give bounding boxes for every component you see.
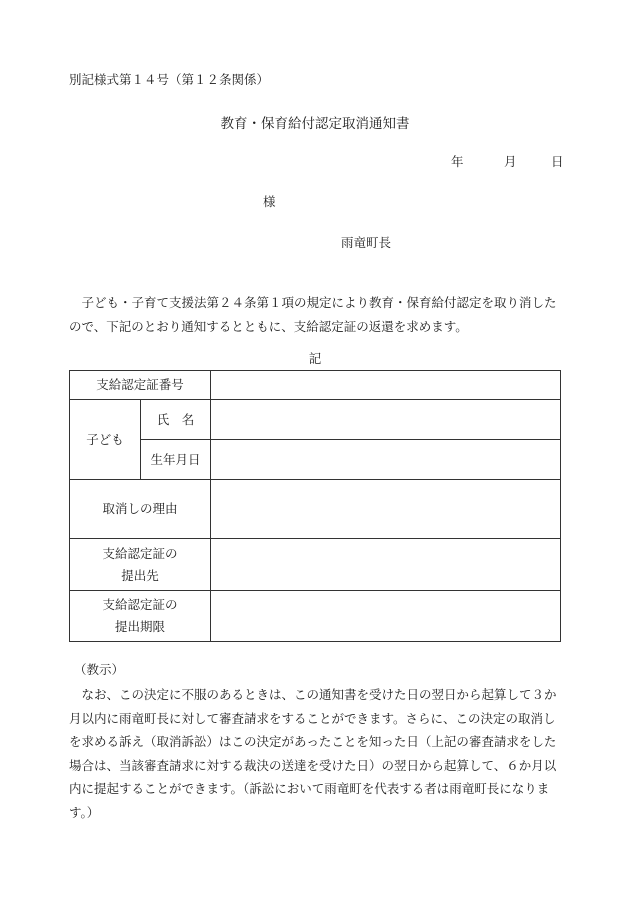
date-year-label: 年: [451, 154, 464, 169]
child-name-label: 氏 名: [141, 400, 211, 440]
form-number: 別記様式第１４号（第１２条関係）: [69, 72, 270, 87]
table-row: [70, 440, 561, 480]
certificate-number-value: [211, 371, 561, 400]
certificate-number-label: 支給認定証番号: [70, 371, 211, 400]
submission-destination-label-line1: 支給認定証の: [102, 545, 178, 561]
table-row: [70, 591, 561, 642]
submission-deadline-label: [70, 591, 211, 642]
submission-deadline-label-line2: 提出期限: [115, 619, 166, 634]
table-row: [70, 539, 561, 591]
cancellation-reason-label: 取消しの理由: [70, 480, 211, 539]
child-name-value: [211, 400, 561, 440]
body-paragraph: 子ども・子育て支援法第２４条第１項の規定により教育・保育給付認定を取り消したので、下記のとおり通知するとともに、支給認定証の返還を求めます。: [69, 295, 557, 334]
date-month-label: 月: [504, 154, 517, 169]
document-title: 教育・保育給付認定取消通知書: [220, 116, 410, 132]
cancellation-reason-value: [211, 480, 561, 539]
child-birthdate-value: [211, 440, 561, 480]
submission-destination-label-line2: 提出先: [121, 567, 159, 583]
table-row: [70, 400, 561, 440]
issuer-name: 雨竜町長: [341, 235, 392, 250]
ki-heading: 記: [308, 351, 322, 366]
child-birthdate-label: 生年月日: [141, 440, 211, 480]
notice-paragraph: なお、この決定に不服のあるときは、この通知書を受けた日の翌日から起算して３か月以内に雨竜町長に対して審査請求をすることができます。さらに、この決定の取消しを求める訴え（取消訴訟）はこの決定があったことを知った日（上記の審査請求をした場合は、当該審査請求に対する裁決の送達を受けた日）の翌日から起算して、６か月以内に提起することができます。（訴訟において雨竜町を代表する者は雨竜町長になります。）: [69, 687, 557, 820]
notice-label: （教示）: [74, 662, 125, 677]
submission-destination-value: [211, 539, 561, 591]
addressee-honorific: 様: [263, 194, 276, 209]
date-day-label: 日: [551, 154, 564, 169]
submission-deadline-label-line1: 支給認定証の: [102, 597, 178, 612]
table-row: [70, 371, 561, 400]
details-table: [69, 370, 561, 642]
table-row: [70, 480, 561, 539]
submission-deadline-value: [211, 591, 561, 642]
child-label: 子ども: [70, 400, 141, 480]
submission-destination-label: [70, 539, 211, 591]
